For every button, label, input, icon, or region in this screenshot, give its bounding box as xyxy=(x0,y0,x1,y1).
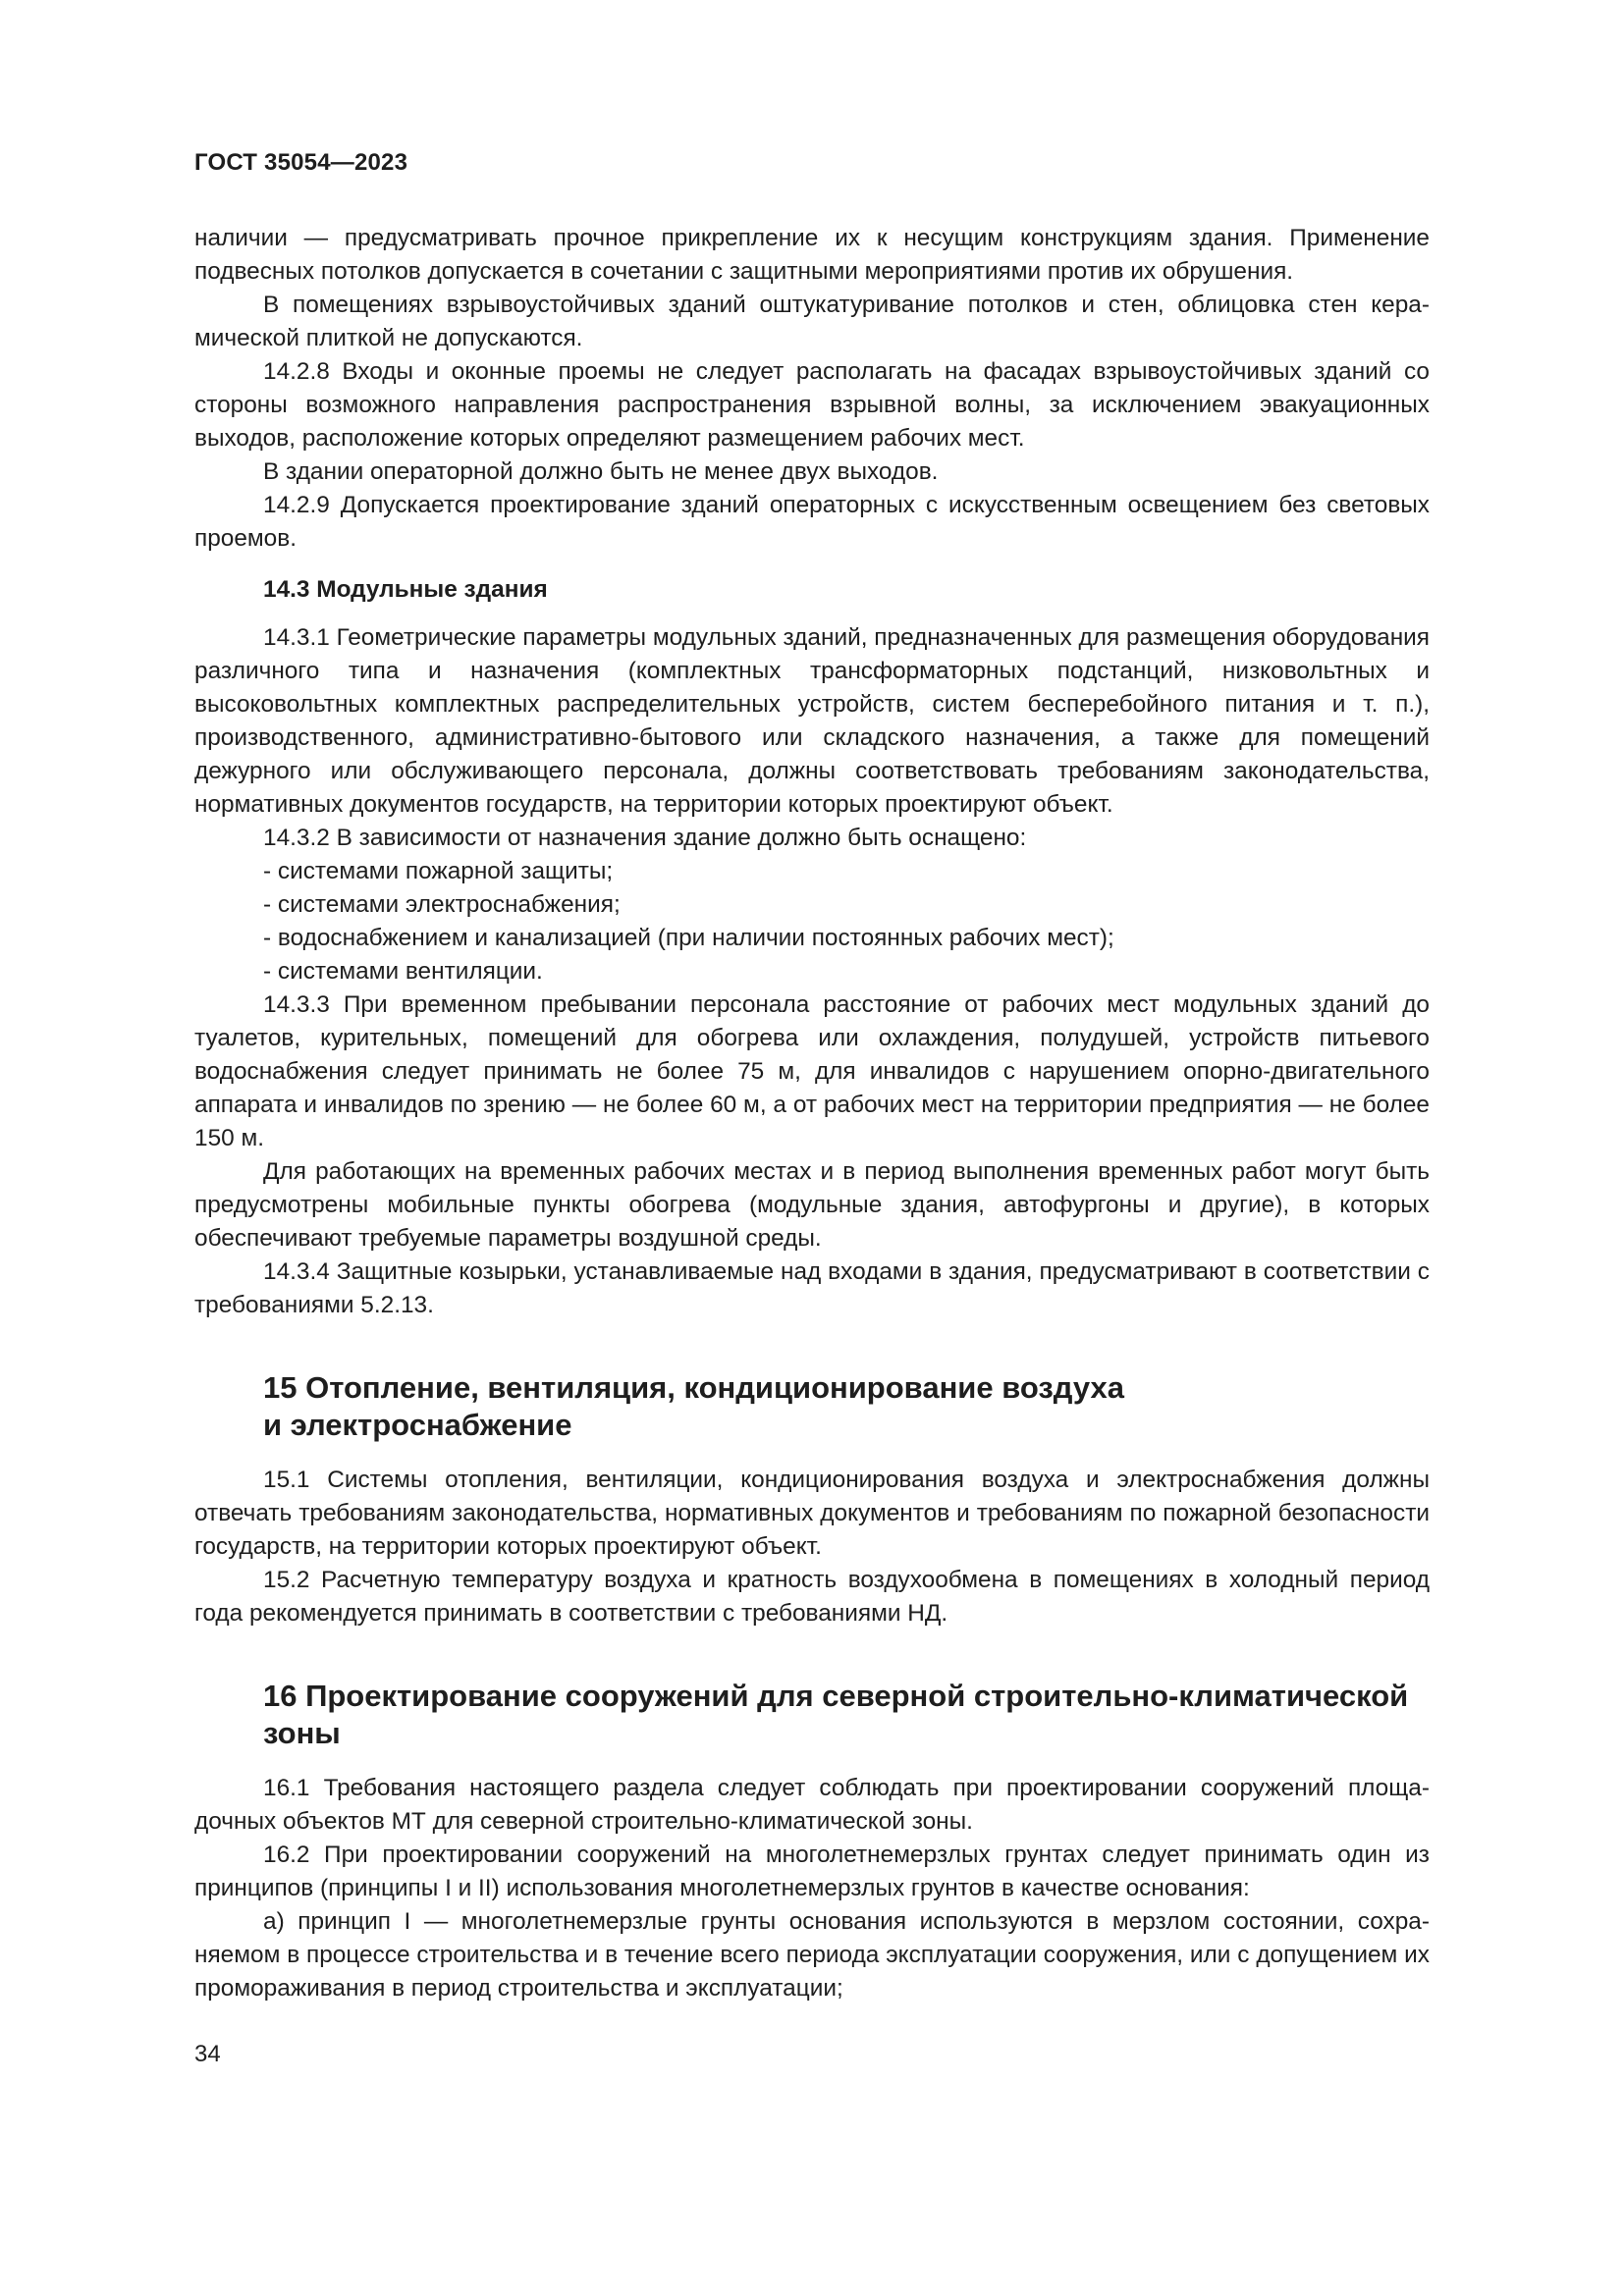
clause-16-1: 16.1 Требования настоящего раздела следует соблюдать при проектировании сооружений площадочных объектов МТ для северной строительно-климатической зоны. xyxy=(194,1775,1430,1835)
clause-14-3-3: 14.3.3 При временном пребывании персонала расстояние от рабочих мест модульных зданий до туалетов, курительных, помещений для обогрева или охлаждения, полудушей, устройств питьевого водоснабжения следует принимать не более 75 м, для инвалидов с нарушением опорно-двигательного аппарата и инвалидов по зрению — не более 60 м, а от рабочих мест на территории предприятия — не более 150 м. xyxy=(194,991,1430,1151)
page-content xyxy=(194,222,1430,2005)
section-title-15 xyxy=(263,1369,1430,1444)
document-number-header: ГОСТ 35054—2023 xyxy=(194,149,408,176)
paragraph-plastering: В помещениях взрывоустойчивых зданий оштукатуривание потолков и стен, облицовка стен керамической плиткой не допускаются. xyxy=(194,292,1430,351)
paragraph-operator-exits: В здании операторной должно быть не менее двух выходов. xyxy=(263,458,939,485)
list-item: - водоснабжением и канализацией (при наличии постоянных рабочих мест); xyxy=(263,925,1114,951)
list-item: - системами пожарной защиты; xyxy=(263,858,614,884)
section-title-16-line1: 16 Проектирование сооружений для северной строительно-климатической xyxy=(263,1679,1409,1713)
section-title-15-line2: и электроснабжение xyxy=(263,1408,572,1442)
clause-14-3-4: 14.3.4 Защитные козырьки, устанавливаемые над входами в здания, предусматривают в соответствии с требованиями 5.2.13. xyxy=(194,1258,1430,1318)
paragraph-continuation: наличии — предусматривать прочное прикрепление их к несущим конструкциям здания. Применение подвесных потолков допускается в сочетании с защитными мероприятиями против их обрушения. xyxy=(194,225,1430,285)
clause-16-2-a: а) принцип I — многолетнемерзлые грунты основания используются в мерзлом состоянии, сохраняемом в процессе строительства и в течение всего периода эксплуатации сооружения, или с допущением их промораживания в период строительства и эксплуатации; xyxy=(194,1908,1430,2002)
list-item: - системами электроснабжения; xyxy=(263,891,621,918)
clause-16-2: 16.2 При проектировании сооружений на многолетнемерзлых грунтах следует принимать один из принципов (принципы I и II) использования многолетнемерзлых грунтов в качестве основания: xyxy=(194,1842,1430,1901)
clause-14-2-8: 14.2.8 Входы и оконные проемы не следует располагать на фасадах взрывоустойчивых зданий со стороны возможного направления распространения взрывной волны, за исключением эвакуационных выходов, расположение которых определяют размещением рабочих мест. xyxy=(194,358,1430,452)
clause-14-3-1: 14.3.1 Геометрические параметры модульных зданий, предназначенных для размещения оборудования различного типа и назначения (комплектных трансформаторных подстанций, низковольтных и высоковольтных комплектных распределительных устройств, систем бесперебойного питания и т. п.), производственного, административно-бытового или складского назначения, а также для помещений дежурного или обслуживающего персонала, должны соответствовать требованиям законодательства, нормативных документов государств, на территории которых проектируют объект. xyxy=(194,624,1430,818)
clause-14-3-2: 14.3.2 В зависимости от назначения здание должно быть оснащено: xyxy=(263,825,1027,851)
page-number: 34 xyxy=(194,2041,221,2067)
section-title-16-line2: зоны xyxy=(263,1716,341,1750)
paragraph-mobile-heating: Для работающих на временных рабочих местах и в период выполнения временных работ могут быть предусмотрены мобильные пункты обогрева (модульные здания, автофургоны и другие), в которых обеспечивают требуемые параметры воздушной среды. xyxy=(194,1158,1430,1252)
clause-15-2: 15.2 Расчетную температуру воздуха и кратность воздухообмена в помещениях в холодный период года рекомендуется принимать в соответствии с требованиями НД. xyxy=(194,1567,1430,1627)
clause-14-2-9: 14.2.9 Допускается проектирование зданий операторных с искусственным освещением без световых проемов. xyxy=(194,492,1430,552)
list-item: - системами вентиляции. xyxy=(263,958,543,985)
section-title-16 xyxy=(263,1678,1430,1752)
section-title-15-line1: 15 Отопление, вентиляция, кондиционирование воздуха xyxy=(263,1370,1124,1405)
subsection-title-14-3: 14.3 Модульные здания xyxy=(263,576,548,603)
clause-15-1: 15.1 Системы отопления, вентиляции, кондиционирования воздуха и электроснабжения должны отвечать требованиям законодательства, нормативных документов и требованиям по пожарной безопасности государств, на территории которых проектируют объект. xyxy=(194,1467,1430,1560)
